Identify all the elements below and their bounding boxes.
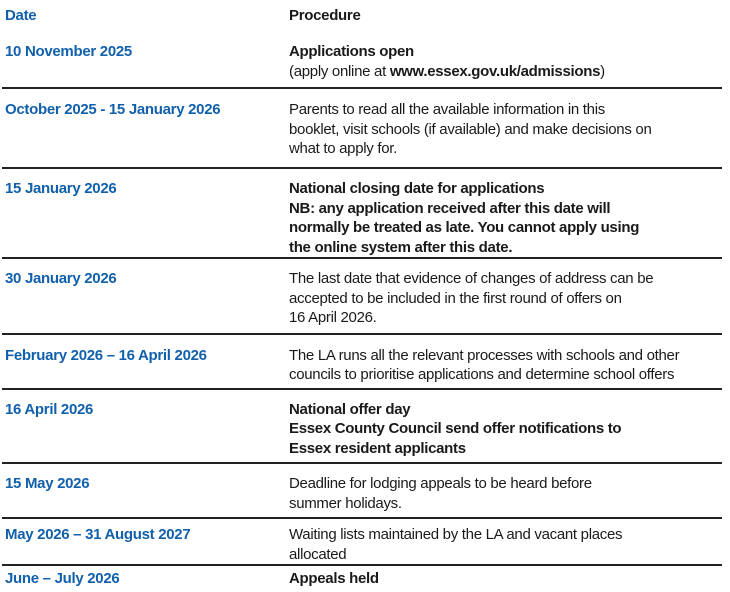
- procedure-cell: [289, 525, 722, 564]
- procedure-column-header: [289, 6, 722, 26]
- date-cell: [2, 100, 289, 159]
- procedure-line: Waiting lists maintained by the LA and vacant places: [289, 526, 623, 543]
- date-cell: [2, 179, 289, 257]
- procedure-line: NB: any application received after this date will: [289, 199, 611, 217]
- table-row: [2, 257, 722, 333]
- admissions-timetable: [2, 0, 722, 592]
- header-row: [2, 0, 722, 42]
- row-date: June – July 2026: [5, 570, 120, 587]
- procedure-line: The last date that evidence of changes of address can be: [289, 270, 654, 287]
- procedure-line: normally be treated as late. You cannot apply using: [289, 219, 640, 236]
- procedure-cell: [289, 474, 722, 513]
- procedure-line: National offer day: [289, 400, 411, 418]
- row-date: 16 April 2026: [5, 400, 94, 418]
- table-row: [2, 564, 722, 592]
- procedure-line: booklet, visit schools (if available) and make decisions on: [289, 120, 652, 138]
- procedure-line: summer holidays.: [289, 494, 402, 512]
- table-row: [2, 333, 722, 388]
- procedure-cell: [289, 400, 722, 459]
- procedure-cell: [289, 42, 722, 81]
- procedure-line: Applications open: [289, 43, 414, 60]
- procedure-header-label: Procedure: [289, 7, 361, 24]
- row-date: 15 May 2026: [5, 475, 90, 492]
- procedure-line: allocated: [289, 545, 347, 563]
- date-cell: [2, 525, 289, 564]
- procedure-line: National closing date for applications: [289, 180, 545, 197]
- apply-online-prefix: (apply online at: [289, 62, 390, 80]
- table-row: [2, 462, 722, 517]
- admissions-url: www.essex.gov.uk/admissions: [389, 62, 601, 80]
- procedure-line: Essex County Council send offer notifications to: [289, 420, 622, 437]
- row-date: 30 January 2026: [5, 270, 117, 287]
- procedure-line: councils to prioritise applications and determine school offers: [289, 366, 675, 383]
- procedure-line: Essex resident applicants: [289, 439, 466, 457]
- procedure-cell: [289, 179, 722, 257]
- table-row: [2, 517, 722, 564]
- row-date: October 2025 - 15 January 2026: [5, 101, 221, 118]
- procedure-line: Parents to read all the available information in this: [289, 101, 605, 118]
- procedure-line: the online system after this date.: [289, 238, 513, 256]
- procedure-line: The LA runs all the relevant processes with schools and other: [289, 346, 680, 364]
- procedure-cell: [289, 269, 722, 328]
- date-column-header: [2, 6, 289, 26]
- row-date: 10 November 2025: [5, 43, 132, 60]
- date-cell: [2, 269, 289, 328]
- apply-online-suffix: ): [600, 62, 605, 80]
- table-row: [2, 167, 722, 257]
- procedure-line: Appeals held: [289, 570, 379, 587]
- procedure-cell: [289, 100, 722, 159]
- row-date: May 2026 – 31 August 2027: [5, 526, 191, 543]
- procedure-line: 16 April 2026.: [289, 309, 377, 326]
- procedure-line: Deadline for lodging appeals to be heard before: [289, 475, 592, 492]
- row-date: February 2026 – 16 April 2026: [5, 346, 207, 364]
- procedure-line: what to apply for.: [289, 140, 398, 157]
- procedure-cell: [289, 569, 722, 589]
- table-row: [2, 42, 722, 87]
- procedure-cell: [289, 346, 722, 385]
- table-row: [2, 388, 722, 463]
- row-date: 15 January 2026: [5, 180, 117, 197]
- date-cell: [2, 400, 289, 459]
- procedure-line: accepted to be included in the first round of offers on: [289, 289, 622, 307]
- date-cell: [2, 474, 289, 513]
- date-header-label: Date: [5, 7, 37, 24]
- table-row: [2, 87, 722, 167]
- procedure-line: [289, 62, 722, 82]
- date-cell: [2, 346, 289, 385]
- date-cell: [2, 569, 289, 589]
- date-cell: [2, 42, 289, 81]
